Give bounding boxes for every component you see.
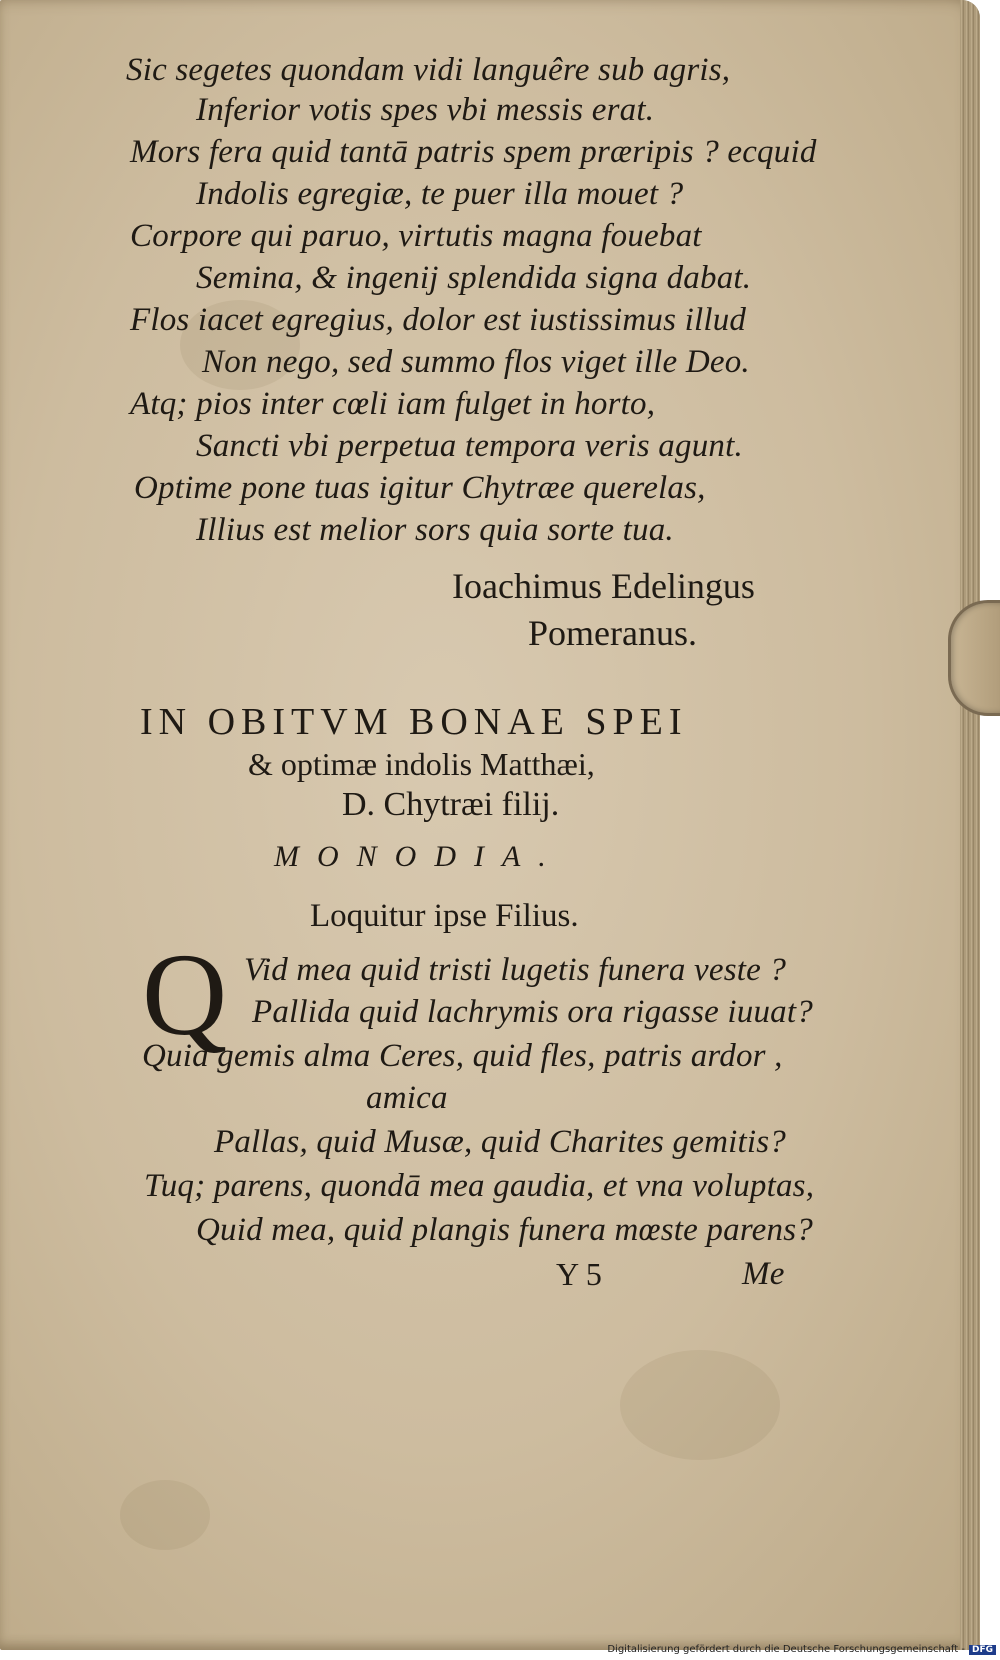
- verse-line: Pallas, quid Musæ, quid Charites gemitis?: [214, 1124, 786, 1160]
- verse-line: Optime pone tuas igitur Chytræe querelas,: [134, 470, 706, 506]
- subtitle: MONODIA.: [274, 840, 564, 873]
- dfg-logo: DFG: [969, 1645, 996, 1655]
- verse-line: Sic segetes quondam vidi languêre sub agris,: [126, 52, 731, 88]
- verse-line: Pallida quid lachrymis ora rigasse iuuat?: [252, 994, 813, 1030]
- catchword: Me: [742, 1256, 785, 1292]
- verse-line: Illius est melior sors quia sorte tua.: [196, 512, 674, 548]
- author-origin: Pomeranus.: [528, 613, 697, 653]
- book-clasp: [948, 600, 1000, 716]
- verse-line: Corpore qui paruo, virtutis magna fouebat: [130, 218, 702, 254]
- verse-line: Mors fera quid tantā patris spem præripis ? ecquid: [130, 134, 817, 170]
- verse-line: Atq; pios inter cœli iam fulget in horto,: [130, 386, 656, 422]
- verse-line: Quid gemis alma Ceres, quid fles, patris ardor ,: [142, 1038, 783, 1074]
- speaker-line: Loquitur ipse Filius.: [310, 898, 579, 934]
- heading-line-3: D. Chytræi filij.: [342, 786, 560, 823]
- verse-line: Non nego, sed summo flos viget ille Deo.: [202, 344, 750, 380]
- verse-line: Semina, & ingenij splendida signa dabat.: [196, 260, 752, 296]
- verse-line: Inferior votis spes vbi messis erat.: [196, 92, 655, 128]
- credit-text: Digitalisierung gefördert durch die Deutsche Forschungsgemeinschaft -: [607, 1644, 965, 1655]
- verse-line: Tuq; parens, quondā mea gaudia, et vna voluptas,: [144, 1168, 815, 1204]
- verse-line: Flos iacet egregius, dolor est iustissimus illud: [130, 302, 747, 338]
- verse-line: Quid mea, quid plangis funera mœste parens?: [196, 1212, 813, 1248]
- heading-line-1: IN OBITVM BONAE SPEI: [140, 701, 688, 743]
- verse-line-turnover: amica: [366, 1080, 448, 1116]
- verse-line: Sancti vbi perpetua tempora veris agunt.: [196, 428, 743, 464]
- digitization-credit: [607, 1644, 996, 1655]
- heading-line-2: & optimæ indolis Matthæi,: [248, 746, 595, 782]
- verse-line: Vid mea quid tristi lugetis funera veste ?: [244, 952, 787, 988]
- signature-mark: Y 5: [556, 1256, 602, 1292]
- paper-stain: [620, 1350, 780, 1460]
- paper-stain: [120, 1480, 210, 1550]
- author-name: Ioachimus Edelingus: [452, 566, 755, 606]
- drop-capital: Q: [142, 929, 228, 1060]
- verse-line: Indolis egregiæ, te puer illa mouet ?: [196, 176, 684, 212]
- page-edge: [960, 0, 980, 1650]
